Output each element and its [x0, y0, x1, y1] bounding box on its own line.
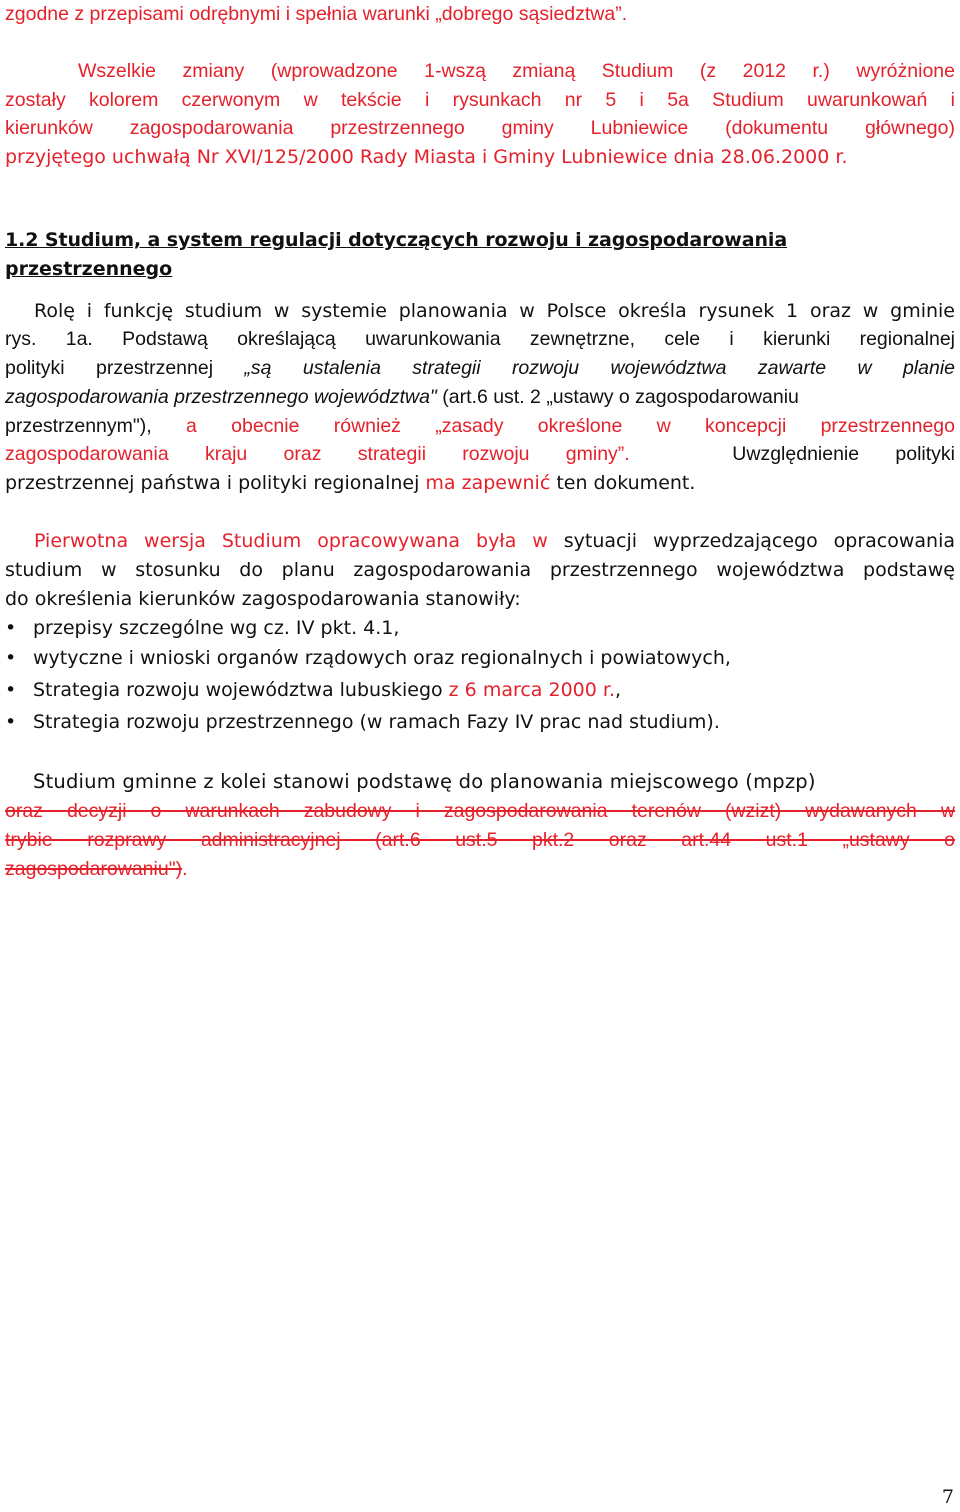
bullet-symbol: •: [5, 679, 17, 701]
paragraph-2-line-5: [5, 413, 955, 439]
paragraph-4-line-4: [5, 856, 955, 882]
paragraph-2-line-6-b: Uwzględnienie polityki: [732, 443, 955, 465]
paragraph-4-line-4-end: .: [182, 858, 188, 880]
bullet-item-3-date: z 6 marca 2000 r.: [448, 679, 615, 701]
paragraph-3-line-1-red: Pierwotna wersja Studium opracowywana była w: [34, 530, 548, 552]
bullet-item-3-a: Strategia rozwoju województwa lubuskiego: [33, 679, 449, 701]
paragraph-1-line-1: Wszelkie zmiany (wprowadzone 1-wszą zmianą Studium (z 2012 r.) wyróżnione: [78, 60, 955, 82]
paragraph-4-line-1: Studium gminne z kolei stanowi podstawę do planowania miejscowego (mpzp): [33, 770, 816, 793]
paragraph-3-line-3: do określenia kierunków zagospodarowania stanowiły:: [5, 588, 521, 610]
paragraph-2-line-7-a: przestrzennej państwa i polityki regionalnej: [5, 472, 426, 494]
paragraph-3-line-1: [34, 528, 955, 554]
paragraph-2-line-7: [5, 470, 955, 496]
paragraph-3-line-2: studium w stosunku do planu zagospodarowania przestrzennego województwa podstawę: [5, 559, 955, 581]
paragraph-2-line-7-red: ma zapewnić: [425, 472, 551, 494]
paragraph-2-line-6: [5, 441, 955, 467]
paragraph-2-line-5-a: przestrzennym"),: [5, 415, 152, 437]
paragraph-2-line-3-a: polityki przestrzennej: [5, 357, 245, 379]
top-fragment: zgodne z przepisami odrębnymi i spełnia warunki „dobrego sąsiedztwa”.: [5, 3, 628, 25]
section-heading: 1.2 Studium, a system regulacji dotyczących rozwoju i zagospodarowania: [5, 229, 788, 251]
quote-strategy: „są ustalenia strategii rozwoju województwa zawarte w planie: [244, 357, 955, 379]
paragraph-1-line-2: zostały kolorem czerwonym w tekście i rysunkach nr 5 i 5a Studium uwarunkowań i: [5, 89, 955, 111]
bullet-item-1: przepisy szczególne wg cz. IV pkt. 4.1,: [33, 617, 400, 639]
paragraph-2-line-6-red: zagospodarowania kraju oraz strategii rozwoju gminy”.: [5, 443, 630, 465]
bullet-symbol: •: [5, 647, 17, 669]
paragraph-2-line-3: [5, 355, 955, 381]
paragraph-2-line-7-c: ten dokument.: [550, 472, 696, 494]
paragraph-4-line-3-struck: trybie rozprawy administracyjnej (art.6 ust.5 pkt.2 oraz art.44 ust.1 „ustawy o: [5, 829, 955, 851]
paragraph-4-line-2-struck: oraz decyzji o warunkach zabudowy i zagospodarowania terenów (wzizt) wydawanych w: [5, 800, 955, 822]
paragraph-2-line-4-b: (art.6 ust. 2 „ustawy o zagospodarowaniu: [436, 386, 799, 408]
paragraph-4-line-4-struck: zagospodarowaniu"): [5, 858, 183, 880]
quote-plan: zagospodarowania przestrzennego województwa": [5, 386, 437, 408]
bullet-item-2: wytyczne i wnioski organów rządowych oraz regionalnych i powiatowych,: [33, 647, 731, 669]
bullet-item-3-c: ,: [615, 679, 622, 701]
paragraph-2-line-2: rys. 1a. Podstawą określającą uwarunkowania zewnętrzne, cele i kierunki regionalnej: [5, 328, 955, 350]
paragraph-2-line-5-red: a obecnie również „zasady określone w koncepcji przestrzennego: [151, 415, 955, 437]
page-number: 7: [941, 1486, 954, 1508]
paragraph-2-line-4: [5, 384, 955, 410]
bullet-item-3: [33, 677, 621, 703]
bullet-symbol: •: [5, 711, 17, 733]
paragraph-2-line-1: Rolę i funkcję studium w systemie planowania w Polsce określa rysunek 1 oraz w gminie: [34, 300, 955, 322]
paragraph-3-line-1-b: sytuacji wyprzedzającego opracowania: [547, 530, 955, 552]
section-heading-line-2: przestrzennego: [5, 258, 173, 280]
bullet-symbol: •: [5, 617, 17, 639]
paragraph-1-line-3: kierunków zagospodarowania przestrzennego gminy Lubniewice (dokumentu głównego): [5, 117, 955, 139]
bullet-item-4: Strategia rozwoju przestrzennego (w ramach Fazy IV prac nad studium).: [33, 711, 720, 733]
paragraph-1-line-4: przyjętego uchwałą Nr XVI/125/2000 Rady Miasta i Gminy Lubniewice dnia 28.06.2000 r.: [5, 146, 848, 168]
